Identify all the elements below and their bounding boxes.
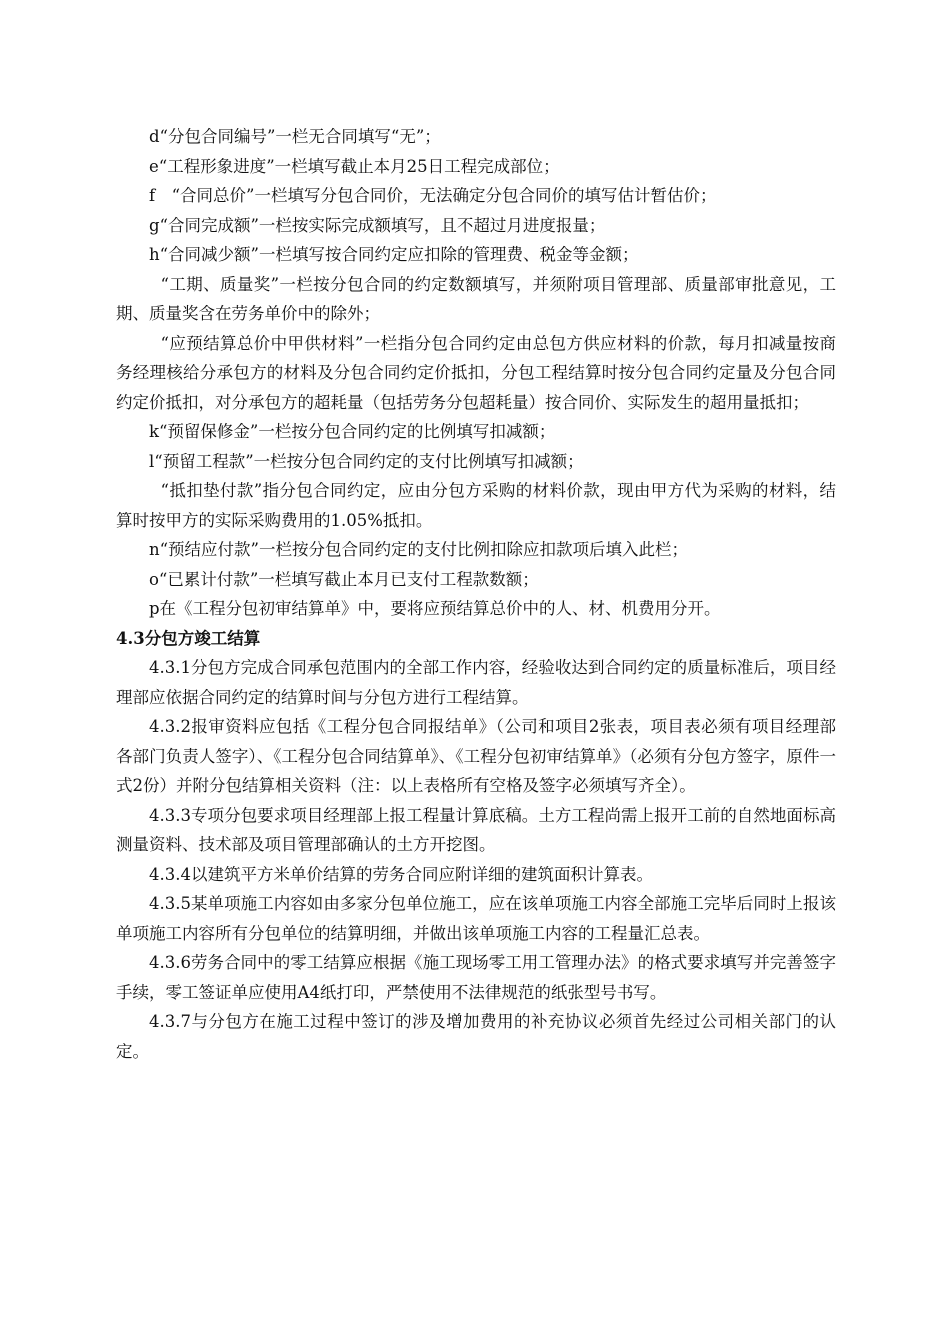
paragraph-item-p: p在《工程分包初审结算单》中，要将应预结算总价中的人、材、机费用分开。 bbox=[149, 599, 721, 618]
paragraph-4-3-2: 4.3.2报审资料应包括《工程分包合同报结单》（公司和项目2张表，项目表必须有项目经理部各部门负责人签字）、《工程分包合同结算单》、《工程分包初审结算单》（必须有分包方签字，原件一式2份）并附分包结算相关资料（注：以上表格所有空格及签字必须填写齐全）。 bbox=[116, 717, 836, 795]
paragraph-item-e: e“工程形象进度”一栏填写截止本月25日工程完成部位； bbox=[149, 156, 560, 176]
paragraph-advance-payment: “抵扣垫付款”指分包合同约定，应由分包方采购的材料价款，现由甲方代为采购的材料，结算时按甲方的实际采购费用的1.05%抵扣。 bbox=[116, 481, 836, 530]
paragraph-4-3-7: 4.3.7与分包方在施工过程中签订的涉及增加费用的补充协议必须首先经过公司相关部门的认定。 bbox=[116, 1012, 836, 1061]
paragraph-supplied-materials: “应预结算总价中甲供材料”一栏指分包合同约定由总包方供应材料的价款，每月扣减量按商务经理核给分承包方的材料及分包合同约定价抵扣，分包工程结算时按分包合同约定量及分包合同约定价抵扣，对分承包方的超耗量（包括劳务分包超耗量）按合同价、实际发生的超用量抵扣； bbox=[116, 333, 836, 412]
paragraph-item-k: k“预留保修金”一栏按分包合同约定的比例填写扣减额； bbox=[149, 422, 556, 441]
paragraph-schedule-quality-award: “工期、质量奖”一栏按分包合同的约定数额填写，并须附项目管理部、质量部审批意见，工期、质量奖含在劳务单价中的除外； bbox=[116, 274, 836, 323]
paragraph-4-3-6: 4.3.6劳务合同中的零工结算应根据《施工现场零工用工管理办法》的格式要求填写并完善签字手续，零工签证单应使用A4纸打印，严禁使用不法律规范的纸张型号书写。 bbox=[116, 953, 836, 1002]
paragraph-item-d: d“分包合同编号”一栏无合同填写“无”； bbox=[149, 127, 441, 146]
paragraph-4-3-5: 4.3.5某单项施工内容如由多家分包单位施工，应在该单项施工内容全部施工完毕后同时上报该单项施工内容所有分包单位的结算明细，并做出该单项施工内容的工程量汇总表。 bbox=[116, 894, 836, 943]
paragraph-4-3-4: 4.3.4以建筑平方米单价结算的劳务合同应附详细的建筑面积计算表。 bbox=[149, 864, 653, 884]
paragraph-item-g: g“合同完成额”一栏按实际完成额填写，且不超过月进度报量； bbox=[149, 215, 606, 235]
paragraph-item-l: l“预留工程款”一栏按分包合同约定的支付比例填写扣减额； bbox=[149, 451, 584, 471]
document-body bbox=[116, 122, 836, 1066]
paragraph-4-3-3: 4.3.3专项分包要求项目经理部上报工程量计算底稿。土方工程尚需上报开工前的自然地面标高测量资料、技术部及项目管理部确认的土方开挖图。 bbox=[116, 805, 836, 854]
paragraph-item-f: f “合同总价”一栏填写分包合同价，无法确定分包合同价的填写估计暂估价； bbox=[149, 186, 717, 205]
paragraph-item-n: n“预结应付款”一栏按分包合同约定的支付比例扣除应扣款项后填入此栏； bbox=[149, 540, 688, 559]
paragraph-4-3-1: 4.3.1分包方完成合同承包范围内的全部工作内容，经验收达到合同约定的质量标准后，项目经理部应依据合同约定的结算时间与分包方进行工程结算。 bbox=[116, 658, 836, 707]
section-heading: 4.3分包方竣工结算 bbox=[116, 628, 261, 648]
paragraph-item-h: h“合同减少额”一栏填写按合同约定应扣除的管理费、税金等金额； bbox=[149, 245, 639, 264]
paragraph-item-o: o“已累计付款”一栏填写截止本月已支付工程款数额； bbox=[149, 569, 539, 589]
